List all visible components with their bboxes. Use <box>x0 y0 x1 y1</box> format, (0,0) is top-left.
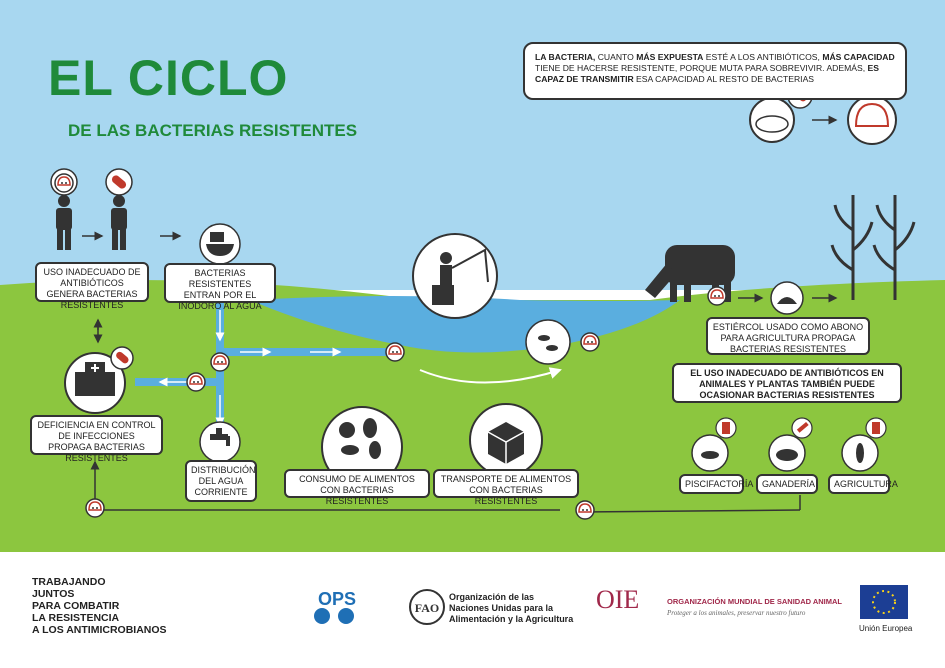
manure-icon <box>771 282 803 314</box>
node-piscifactoria: PISCIFACTORÍA <box>679 474 744 494</box>
node-uso-inadecuado: USO INADECUADO DE ANTIBIÓTICOS GENERA BACTERIAS RESISTENTES <box>35 262 149 302</box>
footer-slogan <box>32 576 167 636</box>
info-box <box>523 42 907 100</box>
oie-name: ORGANIZACIÓN MUNDIAL DE SANIDAD ANIMAL <box>667 597 842 606</box>
slogan-line: JUNTOS <box>32 588 75 600</box>
fao-name: Organización de las Naciones Unidas para la Alimentación y la Agricultura <box>449 592 574 624</box>
eu-label: Unión Europea <box>859 624 913 633</box>
eu-flag-shape <box>860 585 908 619</box>
main-subtitle: DE LAS BACTERIAS RESISTENTES <box>68 121 358 140</box>
node-consumo: CONSUMO DE ALIMENTOS CON BACTERIAS RESISTENTES <box>284 469 430 498</box>
oie-tagline: Proteger a los animales, preservar nuestro futuro <box>667 609 806 617</box>
oie-logo-text: OIE <box>596 585 640 614</box>
pig-icon <box>769 435 805 471</box>
fish-in-water-icon <box>526 320 570 364</box>
slogan-line: LA RESISTENCIA <box>32 612 120 624</box>
slogan-line: PARA COMBATIR <box>32 600 120 612</box>
slogan-line: TRABAJANDO <box>32 576 106 588</box>
node-ganaderia: GANADERÍA <box>756 474 818 494</box>
info-text-part: ESA CAPACIDAD AL RESTO DE BACTERIAS <box>633 74 815 84</box>
node-agricultura: AGRICULTURA <box>828 474 890 494</box>
fish-farm-icon <box>692 435 728 471</box>
info-text-part: MÁS CAPACIDAD <box>822 52 895 62</box>
info-text-part: MÁS EXPUESTA <box>636 52 704 62</box>
info-text-part: ESTÉ A LOS ANTIBIÓTICOS, <box>703 52 823 62</box>
node-distribucion: DISTRIBUCIÓN DEL AGUA CORRIENTE <box>185 460 257 502</box>
water-tap-icon <box>200 422 240 462</box>
corn-icon <box>842 435 878 471</box>
svg-text:FAO: FAO <box>414 601 440 615</box>
node-inodoro: BACTERIAS RESISTENTES ENTRAN POR EL INODORO AL AGUA <box>164 263 276 303</box>
slogan-line: A LOS ANTIMICROBIANOS <box>32 624 167 636</box>
node-estiercol: ESTIÉRCOL USADO COMO ABONO PARA AGRICULTURA PROPAGA BACTERIAS RESISTENTES <box>706 317 870 355</box>
info-text-part: ES CAPAZ DE TRANSMITIR <box>535 63 879 84</box>
info-text-part: TIENE DE HACERSE RESISTENTE, PORQUE MUTA PARA SOBREVIVIR. ADEMÁS, <box>535 63 868 73</box>
node-uso-animales: EL USO INADECUADO DE ANTIBIÓTICOS EN ANIMALES Y PLANTAS TAMBIÉN PUEDE OCASIONAR BACTERIAS RESISTENTES <box>672 363 902 403</box>
info-text-part: CUANTO <box>595 52 637 62</box>
package-box-icon <box>470 404 542 476</box>
info-text-part: LA BACTERIA, <box>535 52 596 62</box>
fisherman-icon <box>413 234 497 318</box>
toilet-icon <box>200 224 240 264</box>
main-title: EL CICLO <box>48 50 289 106</box>
node-transporte: TRANSPORTE DE ALIMENTOS CON BACTERIAS RESISTENTES <box>433 469 579 498</box>
node-deficiencia: DEFICIENCIA EN CONTROL DE INFECCIONES PROPAGA BACTERIAS RESISTENTES <box>30 415 163 455</box>
ops-logo-text: OPS <box>318 589 357 609</box>
